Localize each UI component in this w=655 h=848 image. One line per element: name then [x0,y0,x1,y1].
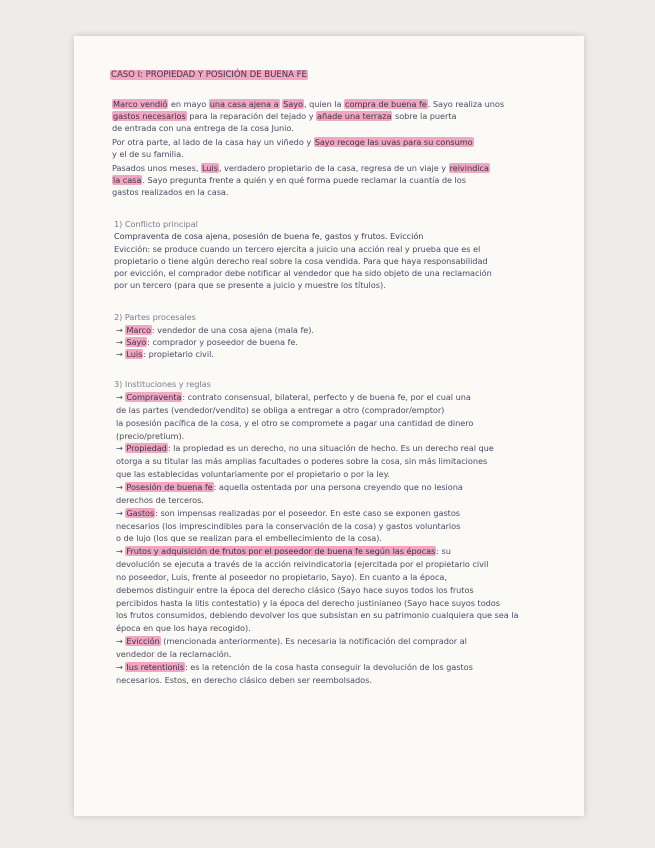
institution-line [116,585,474,595]
institution-line [116,392,471,402]
text-run: : son impensas realizadas por el poseedor. En este caso se exponen gastos [155,508,461,518]
paragraph-line [112,99,504,109]
highlighted-text: una casa ajena a [209,99,279,109]
paragraph-line [112,163,490,173]
paragraph-line [112,123,294,133]
institution-line [116,546,451,556]
text-run: : su [436,546,451,556]
text-run: , quien la [303,99,345,109]
paragraph-line [112,149,184,159]
text-run: → [116,349,126,359]
text-run: época en que los haya recogido). [116,623,251,633]
text-run: , verdadero propietario de la casa, regresa de un viaje y [218,163,449,173]
party-item [116,325,314,335]
text-run: : contrato consensual, bilateral, perfecto y de buena fe, por el cual una [182,392,471,402]
text-run: para la reparación del tejado y [186,111,317,121]
highlighted-text: Sayo recoge las uvas para su consumo [314,137,473,147]
definition-line: propietario o tiene algún derecho real sobre la cosa vendida. Para que haya responsabilidad [114,256,488,266]
text-run: la posesión pacífica de la cosa, y el otro se compromete a pagar una cantidad de dinero [116,418,474,428]
highlighted-text: añade una terraza [317,111,392,121]
paragraph-line [112,187,228,197]
institution-line [116,469,390,479]
text-run: (mencionada anteriormente). Es necesaria la notificación del comprador al [160,636,467,646]
text-run: o de lujo (los que se realizan para el embellecimiento de la cosa). [116,533,382,543]
institution-line [116,610,518,620]
text-run: : vendedor de una cosa ajena (mala fe). [151,325,314,335]
highlighted-text: Marco [126,325,151,335]
highlighted-text: Evicción [126,636,160,646]
text-run: Por otra parte, al lado de la casa hay un viñedo y [112,137,314,147]
highlighted-text: Ius retentionis [126,662,184,672]
text-run: → [116,325,126,335]
highlighted-text: Marco vendió [113,99,168,109]
highlighted-text: reivindica [449,163,489,173]
text-run: . Sayo realiza unos [427,99,505,109]
text-run: → [116,636,126,646]
text-run: otorga a su titular las más amplias facultades o poderes sobre la cosa, sin más limitaciones [116,456,488,466]
text-run: que las establecidas voluntariamente por el propietario o por la ley. [116,469,390,479]
text-run: debemos distinguir entre la época del derecho clásico (Sayo hace suyos todos los frutos [116,585,474,595]
text-run: → [116,546,126,556]
institution-line [116,443,494,453]
text-run: de entrada con una entrega de la cosa Junio. [112,123,294,133]
notebook-page [74,36,584,816]
highlighted-text: Gastos [126,508,155,518]
text-run: devolución se ejecuta a través de la acción reivindicatoria (ejercitada por el propietario civil [116,559,489,569]
text-run: (precio/pretium). [116,431,185,441]
definition-line: por un tercero (para que se presente a juicio y muestre los títulos). [114,280,386,290]
section-heading: 3) Instituciones y reglas [114,379,211,389]
institution-line [116,521,460,531]
institution-line [116,649,231,659]
highlighted-text: Frutos y adquisición de frutos por el poseedor de buena fe según las épocas [126,546,436,556]
institution-line [116,482,463,492]
party-item [116,337,298,347]
institution-line [116,598,500,608]
text-run: → [116,508,126,518]
highlighted-text: Compraventa [126,392,182,402]
highlighted-text: Sayo [126,337,147,347]
highlighted-text: la casa [113,175,142,185]
text-run: los frutos consumidos, debiendo devolver los que subsistan en su patrimonio cualquiera que sea la [116,610,519,620]
text-run: : la propiedad es un derecho, no una situación de hecho. Es un derecho real que [167,443,494,453]
text-run: → [116,662,126,672]
institution-line [116,456,487,466]
text-run: : propietario civil. [143,349,214,359]
institution-line [116,559,488,569]
highlighted-text: Luis [202,163,218,173]
text-run: . Sayo pregunta frente a quién y en qué forma puede reclamar la cuantía de los [142,175,466,185]
institution-line [116,675,372,685]
highlighted-text: gastos necesarios [113,111,186,121]
institution-line [116,431,184,441]
text-run: vendedor de la reclamación. [116,649,232,659]
highlighted-text: Propiedad [126,443,167,453]
text-run: derechos de terceros. [116,495,204,505]
institution-line [116,572,447,582]
definition-line: Evicción: se produce cuando un tercero ejercita a juicio una acción real y prueba que es el [114,244,481,254]
text-run: → [116,482,126,492]
paragraph-line [112,137,474,147]
text-run: : es la retención de la cosa hasta conseguir la devolución de los gastos [184,662,473,672]
institution-line [116,636,467,646]
institution-line [116,623,251,633]
paragraph-line [112,111,456,121]
institution-line [116,533,382,543]
text-run: : aquella ostentada por una persona creyendo que no lesiona [213,482,463,492]
paragraph-line [112,175,466,185]
definition-line: por evicción, el comprador debe notificar al vendedor que ha sido objeto de una reclamación [114,268,492,278]
institution-line [116,508,460,518]
highlighted-text: compra de buena fe [345,99,427,109]
section-heading: 2) Partes procesales [114,312,196,322]
text-run: y el de su familia. [112,149,184,159]
highlighted-text: Posesión de buena fe [126,482,213,492]
text-run: gastos realizados en la casa. [112,187,229,197]
institution-line [116,662,473,672]
text-run: necesarios (los imprescindibles para la conservación de la cosa) y gastos voluntarios [116,521,461,531]
highlighted-text: Luis [126,349,143,359]
text-run: necesarios. Estos, en derecho clásico deben ser reembolsados. [116,675,372,685]
text-run: de las partes (vendedor/vendito) se obliga a entregar a otro (comprador/emptor) [116,405,445,415]
party-item [116,349,214,359]
text-run: → [116,392,126,402]
institution-line [116,405,444,415]
section-summary: Compraventa de cosa ajena, posesión de buena fe, gastos y frutos. Evicción [114,231,424,241]
text-run: sobre la puerta [392,111,457,121]
text-run: Pasados unos meses, [112,163,201,173]
institution-line [116,418,473,428]
section-heading: 1) Conflicto principal [114,219,198,229]
text-run: → [116,337,126,347]
text-run: percibidos hasta la litis contestatio) y la época del derecho justinianeo (Sayo hace suyos todos [116,598,500,608]
text-run: no poseedor, Luis, frente al poseedor no propietario, Sayo). En cuanto a la época, [116,572,447,582]
text-run: : comprador y poseedor de buena fe. [147,337,298,347]
page-title: CASO I: PROPIEDAD Y POSICIÓN DE BUENA FE [111,70,307,80]
text-run: en mayo [168,99,209,109]
text-run: → [116,443,126,453]
highlighted-text: Sayo [283,99,303,109]
institution-line [116,495,204,505]
